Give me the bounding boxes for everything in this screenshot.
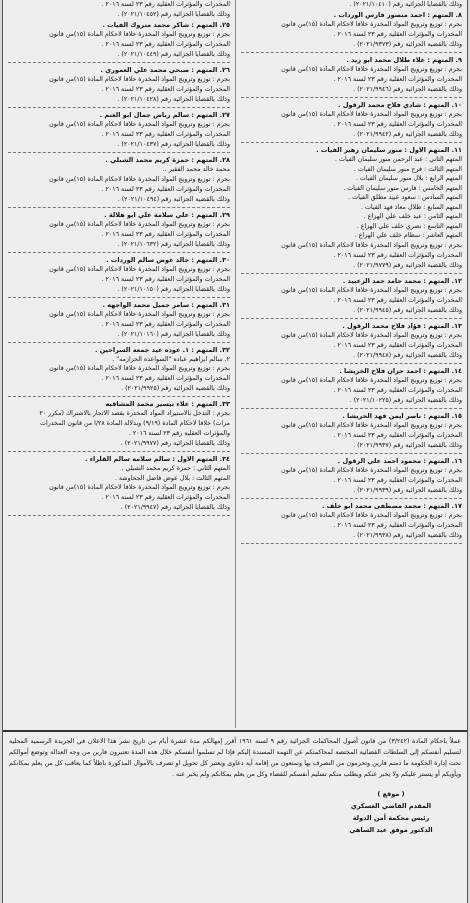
charge-line: بجرم : توزيع وترويج المواد المخدرة خلافا لاحكام المادة (١٥)من قانون — [49, 310, 230, 318]
signature-block — [321, 788, 461, 836]
charge-line: المخدرات والمؤثرات العقلية رقم ٢٣ لسنة ٢٠١٦ . — [333, 386, 462, 394]
charge-line: المخدرات والمؤثرات العقلية رقم ٢٣ لسنة ٢٠١٦ . — [333, 521, 462, 529]
notice-body: عملاً باحكام المادة (٣/٢٤٢) من قانون أصول المحاكمات الجزائية رقم ٩ لسنة ١٩٦١ أقرر إمهالكم مدة عشرة أيام من تاريخ نشر هذا الاعلان في الجريدة الرسمية المحلية لتسليم أنفسكم إلى السلطات القضائية المختصة لمحاكمتكم عن التهمة المسندة إليكم فإذا لم تسلموا أنفسكم خلال هذه المدة تعتبرون فارين من وجه العدالة وتوضع أموالكم تحت إدارة الحكومة ما دمتم فارين وتحرمون من التصرف بها وتمنعون من إقامة أية دعاوى ويعتبر كل تحويل او تصرف بالأموال المذكورة باطلاً كما يعاقب كل من يعلم بمكانكم ويأويكم أو يتستر عليكم ولا يخبر عنكم ويطلب منكم تسليم أنفسكم للقضاء وكل من يعلم بمكانكم ولم يخبر عنه . — [9, 738, 461, 778]
right-entries-list — [241, 10, 462, 544]
defendant-name: ١٣. المتهم : فؤاد فلاح محمد الرقول . — [342, 321, 462, 330]
defendant-name: ٣٢. المتهم : ١. عوده عيد جمعه السراحين . — [94, 345, 230, 354]
right-top-fragment — [241, 0, 462, 10]
co-defendant-name: المتهم الثالث : بلال عوض فاضل الجحاوشة . — [114, 474, 230, 482]
charge-line: وذلك بالقضايا الجزائية رقم (٢٠٢١/٩٩٤٧) . — [120, 504, 230, 511]
defendant-name: ٣١. المتهم : سامر جميل محمد الواجهه . — [102, 300, 230, 309]
defendant-name: ١٤. المتهم : احمد حزان فلاح الخريشا . — [339, 366, 462, 375]
defendant-name: ١١. المتهم الاول : منور سليمان زهير الفيات . — [316, 146, 462, 154]
charge-line: وذلك بالقضايا الجزائية رقم (٢٠٢١/١٠١٦٠) . — [117, 330, 230, 338]
co-defendant-name: المتهم العاشر : سطام خلف علي الهزاع . — [354, 232, 462, 239]
defendant-name: ٣٣. المتهم : علاء تيسير محمد المشاقبه — [105, 400, 230, 408]
charge-line: المخدرات والمؤثرات العقلية رقم ٢٣ لسنة ٢٠١٦ . — [101, 320, 230, 328]
defendant-entry — [8, 20, 230, 63]
defendant-entry — [241, 456, 462, 499]
legal-notice — [3, 730, 467, 903]
defendant-name: ١٦. المتهم : محمود احمد علي الرقول . — [337, 456, 462, 465]
charge-line: المخدرات والمؤثرات العقلية رقم ٢٣ لسنة ٢٠١٦ . — [333, 476, 462, 484]
charge-line: المخدرات والمؤثرات العقلية رقم ٢٣ لسنة ٢٠١٦ . — [101, 494, 230, 501]
defendant-entry — [8, 155, 230, 208]
charge-line: بجرم : توزيع وترويج المواد المخدرة خلافا لاحكام المادة (١٥)من قانون — [49, 484, 230, 491]
defendant-entry — [241, 55, 462, 98]
charge-line: بجرم : توزيع وترويج المواد المخدرة خلافا لاحكام المادة (١٥)من قانون — [281, 376, 462, 384]
defendant-entry — [8, 65, 230, 108]
defendant-name: ٢٩. المتهم : علي سلامة علي ابو هلالة . — [104, 210, 230, 219]
signature-rank: المقدم القاضي العسكري — [350, 802, 432, 810]
defendant-entry — [241, 100, 462, 143]
co-defendant-name: المتهم الثامن : عيد خلف علي الهزاع . — [363, 213, 462, 220]
signature-status: ( موقع ) — [377, 790, 405, 798]
charge-line: بجرم : توزيع وترويج المواد المخدرة خلافا لاحكام المادة (١٥)من قانون — [49, 121, 230, 128]
defendant-entry — [8, 300, 230, 343]
defendant-entry — [241, 276, 462, 319]
charge-line: بجرم : توزيع وترويج المواد المخدرة خلافا لاحكام المادة (١٥)من قانون — [281, 111, 462, 118]
defendant-name: ٢٥. المتهم : شاكر محمد متروك الفيات . — [102, 21, 230, 29]
charge-line: وذلك بالقضايا الجزائية رقم (٢٠٢١/١٠٦٣٢) . — [117, 240, 230, 248]
charge-line: بجرم : توزيع وترويج المواد المخدرة خلافا لاحكام المادة (١٥)من قانون — [49, 365, 230, 372]
defendant-entry — [241, 411, 462, 454]
charge-line: بجرم : توزيع وترويج المواد المخدرة خلافا لاحكام المادة (١٥)من قانون — [49, 76, 230, 83]
charge-line: المخدرات والمؤثرات العقلية رقم ٢٣ لسنة ٢٠١٦ . — [101, 375, 230, 382]
charge-line: مرات) خلافا لاحكام المادة (٩/١٩) وبدلالة المادة ٢٨/ا من قانون المخدرات — [40, 420, 230, 427]
charge-line: المخدرات والمؤثرات العقلية رقم ٢٣ لسنة ٢٠١٦ . — [101, 86, 230, 93]
charge-line: وذلك بالقضايا الجزائية رقم (٢٠٢١/١٠٤٤٩) . — [117, 51, 230, 58]
defendant-entry — [241, 366, 462, 409]
charge-line: المخدرات والمؤثرات العقلية رقم ٢٣ لسنة ٢٠١٦ . — [101, 41, 230, 48]
co-defendant-name: المتهم الثاني : حمزة كريم محمد الشبلي . — [121, 465, 230, 472]
fragment-line: المخدرات والمؤثرات العقلية رقم ٢٣ لسنة ٢٠١٦ . — [101, 1, 230, 8]
charge-line: وذلك بالقضايا الجزائية رقم (٢٠٢١/١٠٤٢٨) . — [117, 96, 230, 103]
charge-line: وذلك بالقضية الجزائية رقم (٢٠٢١/٩٩٣٩) . — [353, 486, 462, 494]
defendant-entry — [241, 321, 462, 364]
defendant-entry — [241, 145, 462, 274]
left-top-fragment — [8, 0, 230, 20]
charge-line: بجرم : توزيع وترويج المواد المخدرة خلافا لاحكام المادة (١٥)من قانون — [49, 220, 230, 228]
charge-line: وذلك بالقضية الجزائية رقم (٢٠٢١/٩٩٤٢) . — [353, 131, 462, 138]
charge-line: وذلك بالقضية الجزائية رقم (٢٠٢١/٩٩٤٨) . — [353, 351, 462, 359]
entries-columns — [3, 0, 467, 728]
charge-line: المخدرات والمؤثرات العقلية رقم ٢٣ لسنة ٢٠١٦ . — [101, 185, 230, 193]
left-entries-list — [8, 20, 230, 516]
charge-line: بجرم : توزيع وترويج المواد المخدرة خلافا لاحكام المادة (١٥)من قانون — [281, 66, 462, 73]
charge-line: المخدرات والمؤثرات العقلية رقم ٢٣ لسنة ٢٠١٦ . — [333, 251, 462, 259]
defendant-entry — [8, 399, 230, 452]
defendant-entry — [8, 110, 230, 153]
charge-line: بجرم : توزيع وترويج المواد المخدرة خلافا لاحكام المادة (١٥)من قانون — [281, 421, 462, 429]
defendant-name: ١٧. المتهم : محمد مصطفى محمد ابو خلف . — [321, 501, 462, 510]
co-defendant-name: المتهم الثالث : فرح منور سليمان الفيات . — [353, 165, 462, 173]
right-column — [235, 0, 467, 728]
charge-line: بجرم : توزيع وترويج المواد المخدرة خلافا لاحكام المادة (١٥)من قانون — [49, 175, 230, 183]
signature-position: رئيس محكمة أمن الدولة — [352, 814, 430, 822]
co-defendant-name: ٢. سالم ابراهيم عباده "السواعده الحزازمه" . — [112, 355, 230, 363]
defendant-name: ٢٧. المتهم : سالم رياض جمال ابو الغنم . — [99, 111, 230, 119]
defendant-entry — [241, 501, 462, 544]
gazette-page — [2, 0, 468, 903]
co-defendant-name: محمد خالد محمد الفقير .. — [162, 166, 230, 173]
charge-line: بجرم : توزيع وترويج المواد المخدرة خلافا لاحكام المادة (١٥)من قانون — [281, 466, 462, 474]
charge-line: وذلك بالقضية الجزائية رقم (٢٠٢١/٩٩٤٥) . — [353, 306, 462, 314]
charge-line: بجرم : توزيع وترويج المواد المخدرة خلافا لاحكام المادة (١٥)من قانون — [281, 511, 462, 519]
charge-line: وذلك بالقضية الجزائية رقم (٢٠٢١/٩٣٧٣) . — [353, 41, 462, 48]
charge-line: المخدرات والمؤثرات العقلية رقم ٢٣ لسنة ٢٠١٦ . — [333, 31, 462, 38]
defendant-entry — [8, 345, 230, 398]
co-defendant-name: المتهم الثاني : عبد الرحمن منور سليمان الفيات . — [335, 156, 462, 163]
charge-line: بجرم : توزيع وترويج المواد المخدرة خلافا لاحكام المادة (١٥)من قانون — [281, 331, 462, 339]
charge-line: بجرم : توزيع وترويج المواد المخدرة خلافا لاحكام المادة (١٥)من قانون — [281, 286, 462, 294]
charge-line: المخدرات والمؤثرات العقلية رقم ٢٣ لسنة ٢٠١٦ . — [101, 230, 230, 238]
charge-line: وذلك بالقضية الجزائية رقم (٢٠٢١/٩٩٢٥) . — [121, 385, 230, 392]
charge-line: وذلك بالقضية الجزائية رقم (٢٠٢١/٩٩٤٦) . — [353, 86, 462, 93]
charge-line: وذلك بالقضية الجزائية رقم (٢٠٢١/٩٧٧٩) . — [353, 261, 462, 269]
charge-line: المخدرات والمؤثرات العقلية رقم ٢٣ لسنة ٢٠١٦ . — [101, 131, 230, 138]
co-defendant-name: المتهم الرابع : بلال منور سليمان الفيات . — [355, 175, 462, 182]
defendant-name: ٣٤. المتهم الاول : سالم سلامه سالم القلراء . — [84, 455, 230, 463]
charge-line: وذلك بالقضية الجزائية رقم (٢٠٢١/١٠٤٩٤) . — [117, 195, 230, 203]
defendant-name: ١٢. المتهم : محمد حامد حمد الزعبيد . — [342, 276, 462, 285]
co-defendant-name: المتهم الخامس : فارس منور سليمان الفيات . — [343, 184, 462, 192]
defendant-name: ٨. المتهم : احمد منصور فارس الوردات . — [333, 11, 462, 19]
charge-line: المخدرات والمؤثرات العقلية رقم ٢٣ لسنة ٢٠١٦ . — [101, 275, 230, 283]
fragment-line: وذلك بالقضايا الجزائية رقم (٢٠٢١/١٠٤٥٢) . — [117, 11, 230, 18]
defendant-name: ٣٠. المتهم : خالد عوض سالم الوردات . — [106, 255, 230, 264]
charge-line: وذلك بالقضية الجزائية رقم (٢٠٢١/١٠٢٢٥) . — [349, 396, 462, 404]
defendant-name: ٢٨. المتهم : حمزة كريم محمد الشبلي . — [105, 156, 230, 164]
charge-line: المخدرات والمؤثرات العقلية رقم ٢٣ لسنة ٢٠١٦ . — [333, 341, 462, 349]
charge-line: والمؤثرات العقلية رقم ٢٣ لسنة ٢٠١٦ . — [128, 430, 230, 437]
co-defendant-name: المتهم التاسع : نصري خلف علي الهزاع . — [356, 222, 462, 230]
left-column — [3, 0, 235, 728]
defendant-name: ١٠. المتهم : شادي فلاح محمد الرقول . — [338, 101, 462, 109]
defendant-entry — [241, 10, 462, 53]
defendant-name: ٢٦. المتهم : صبحي محمد علي العموري . — [100, 66, 230, 74]
defendant-name: ١٥. المتهم : ناصر ايمن فهد الخريشا . — [342, 411, 462, 420]
charge-line: بجرم : التدخل بالاستيراد المواد المخدرة بقصد الاتجار بالاشتراك (مكرر ٢٠ — [39, 410, 230, 417]
charge-line: وذلك بالقضايا الجزائية رقم (٢٠٢١/٩٩٧٧) . — [120, 440, 230, 447]
charge-line: وذلك بالقضايا الجزائية رقم (٢٠٢١/١٠١٥٠) . — [117, 285, 230, 293]
co-defendant-name: المتهم السادس : سعود عبيد مطلق الفيات . — [348, 194, 462, 201]
defendant-entry — [8, 210, 230, 253]
charge-line: المخدرات والمؤثرات العقلية رقم ٢٣ لسنة ٢٠١٦ . — [333, 121, 462, 128]
charge-line: وذلك بالقضايا الجزائية رقم (٢٠٢١/١٠٤٣٧) . — [117, 141, 230, 148]
charge-line: بجرم : توزيع وترويج المواد المخدرة خلافا لاحكام المادة (١٥)من قانون — [281, 21, 462, 28]
charge-line: المخدرات والمؤثرات العقلية رقم ٢٣ لسنة ٢٠١٦ . — [333, 296, 462, 304]
charge-line: وذلك بالقضية الجزائية رقم (٢٠٢١/٩٩٣٨) . — [353, 531, 462, 539]
charge-line: بجرم : توزيع وترويج المواد المخدرة خلافا لاحكام المادة (١٥)من قانون — [49, 31, 230, 38]
fragment-line: وذلك بالقضايا الجزائية رقم (٢٠٢١/١٠٤١٠) . — [349, 1, 462, 8]
charge-line: بجرم : توزيع وترويج المواد المخدرة خلافا لاحكام المادة (١٥)من قانون — [49, 265, 230, 273]
signature-name: الدكتور موفق عبد الساهي — [349, 826, 433, 834]
defendant-entry — [8, 454, 230, 516]
charge-line: المخدرات والمؤثرات العقلية رقم ٢٣ لسنة ٢٠١٦ . — [333, 431, 462, 439]
charge-line: المخدرات والمؤثرات العقلية رقم ٢٣ لسنة ٢٠١٦ . — [333, 76, 462, 83]
defendant-name: ٩. المتهم : علاء طلال محمد ابو زيد . — [346, 56, 462, 64]
co-defendant-name: المتهم السابع : طلال معاذ فهد الفيات . — [360, 203, 462, 211]
charge-line: بجرم : توزيع وترويج المواد المخدرة خلافا لاحكام المادة (١٥)من قانون — [281, 241, 462, 249]
defendant-entry — [8, 255, 230, 298]
charge-line: وذلك بالقضية الجزائية رقم (٢٠٢١/٩٩٣٧) . — [353, 441, 462, 449]
